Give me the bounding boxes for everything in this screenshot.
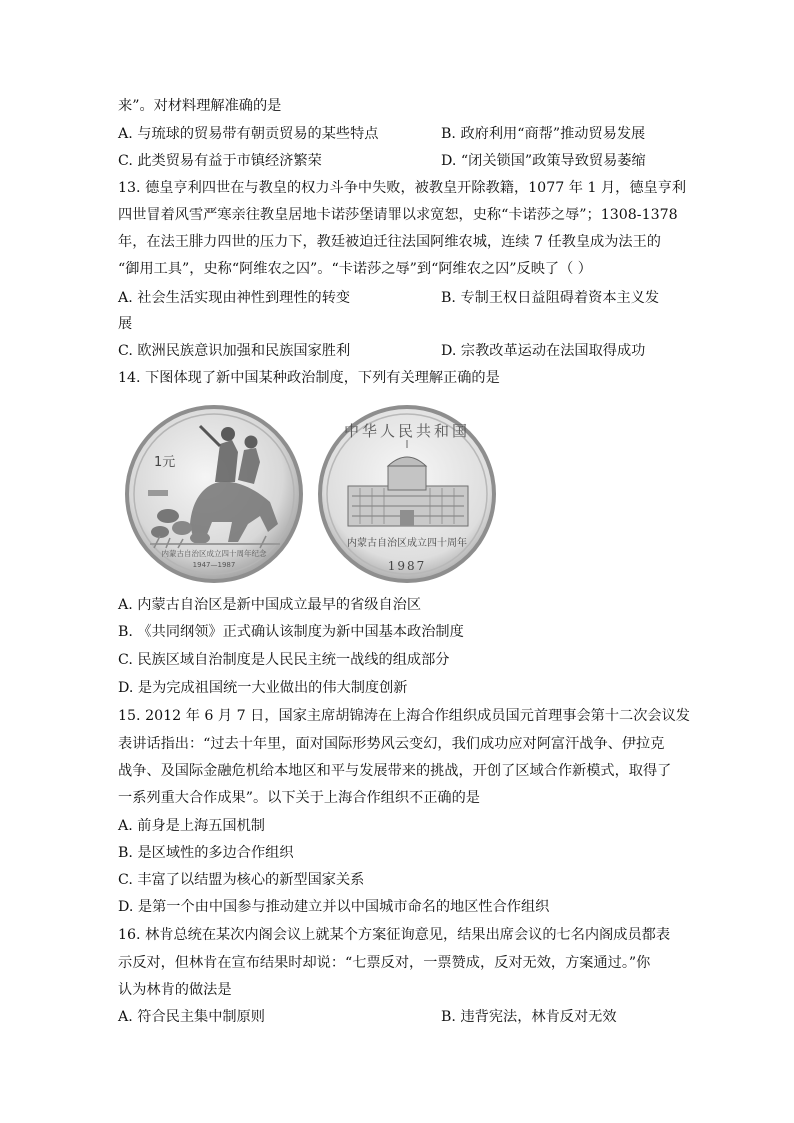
q14-stem: 14. 下图体现了新中国某种政治制度，下列有关理解正确的是	[118, 370, 500, 386]
q12-option-b: B. 政府利用“商帮”推动贸易发展	[441, 126, 646, 142]
q15-stem-line-1: 15. 2012 年 6 月 7 日，国家主席胡锦涛在上海合作组织成员国元首理事会第十二次会议发	[118, 708, 690, 724]
q13-option-d: D. 宗教改革运动在法国取得成功	[441, 343, 646, 359]
q14-option-c: C. 民族区域自治制度是人民民主统一战线的组成部分	[118, 652, 450, 668]
q13-stem-line-2: 四世冒着风雪严寒亲往教皇居地卡诺莎堡请罪以求宽恕，史称“卡诺莎之辱”；1308-1378	[118, 207, 678, 223]
coin-figure	[120, 404, 500, 584]
q13-option-a: A. 社会生活实现由神性到理性的转变	[118, 290, 351, 306]
q15-option-b: B. 是区域性的多边合作组织	[118, 845, 294, 861]
q15-option-d: D. 是第一个由中国参与推动建立并以中国城市命名的地区性合作组织	[118, 899, 550, 915]
q16-stem-line-2: 示反对，但林肯在宣布结果时却说：“七票反对，一票赞成，反对无效，方案通过。”你	[118, 955, 651, 971]
coin-left-inscription: 内蒙古自治区成立四十周年纪念	[161, 549, 267, 558]
coin-left-value: 1元	[154, 455, 176, 470]
q12-option-d: D. “闭关锁国”政策导致贸易萎缩	[441, 153, 646, 169]
q15-stem-line-4: 一系列重大合作成果”。以下关于上海合作组织不正确的是	[118, 790, 480, 806]
q13-stem-line-3: 年，在法王腓力四世的压力下，教廷被迫迁往法国阿维农城，连续 7 任教皇成为法王的	[118, 234, 661, 250]
q14-option-b: B. 《共同纲领》正式确认该制度为新中国基本政治制度	[118, 624, 464, 640]
coin-left-years: 1947—1987	[192, 561, 236, 569]
q13-option-c: C. 欧洲民族意识加强和民族国家胜利	[118, 343, 351, 359]
q12-stem-tail: 来”。对材料理解准确的是	[118, 98, 282, 114]
q14-option-a: A. 内蒙古自治区是新中国成立最早的省级自治区	[118, 597, 422, 613]
q16-stem-line-1: 16. 林肯总统在某次内阁会议上就某个方案征询意见，结果出席会议的七名内阁成员都表	[118, 927, 671, 943]
q16-option-b: B. 违背宪法，林肯反对无效	[441, 1009, 617, 1025]
q15-stem-line-3: 战争、及国际金融危机给本地区和平与发展带来的挑战，开创了区域合作新模式，取得了	[118, 763, 672, 779]
q16-stem-line-3: 认为林肯的做法是	[118, 982, 232, 998]
q15-option-a: A. 前身是上海五国机制	[118, 818, 265, 834]
q14-option-d: D. 是为完成祖国统一大业做出的伟大制度创新	[118, 680, 408, 696]
q15-stem-line-2: 表讲话指出：“过去十年里，面对国际形势风云变幻，我们成功应对阿富汗战争、伊拉克	[118, 736, 665, 752]
q13-stem-line-1: 13. 德皇亨利四世在与教皇的权力斗争中失败，被教皇开除教籍，1077 年 1 月，德皇亨利	[118, 180, 687, 196]
coin-right-year: 1987	[387, 559, 427, 573]
q12-option-c: C. 此类贸易有益于市镇经济繁荣	[118, 153, 322, 169]
coin-figure-svg	[120, 404, 500, 584]
coin-right-bottom: 内蒙古自治区成立四十周年	[347, 538, 467, 549]
q15-option-c: C. 丰富了以结盟为核心的新型国家关系	[118, 872, 365, 888]
q13-option-b-continued: 展	[118, 316, 133, 332]
coin-right-top: 中华人民共和国	[343, 422, 471, 440]
q12-option-a: A. 与琉球的贸易带有朝贡贸易的某些特点	[118, 126, 379, 142]
q13-option-b: B. 专制王权日益阻碍着资本主义发	[441, 290, 660, 306]
q13-stem-line-4: “御用工具”，史称“阿维农之囚”。“卡诺莎之辱”到“阿维农之囚”反映了（ ）	[118, 261, 592, 277]
q16-option-a: A. 符合民主集中制原则	[118, 1009, 265, 1025]
